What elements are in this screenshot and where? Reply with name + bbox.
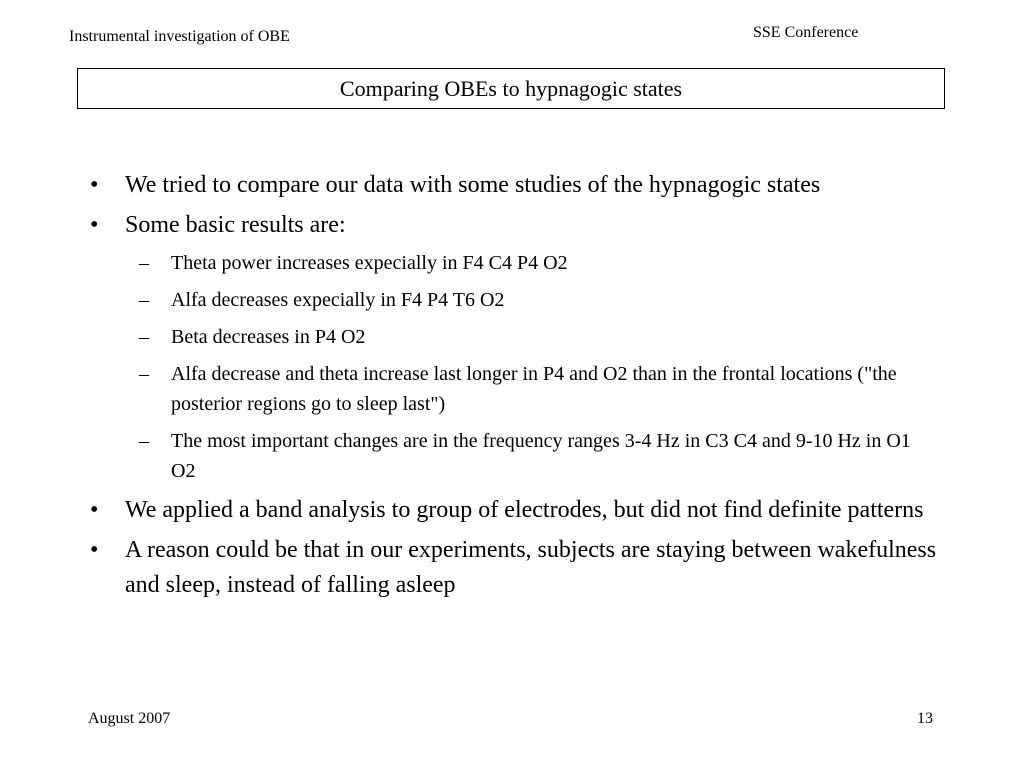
sub-bullet-item <box>90 248 940 278</box>
bullet-item <box>90 168 940 203</box>
sub-bullet-marker: – <box>139 289 149 311</box>
bullet-text: A reason could be that in our experiments, subjects are staying between wakefulness and sleep, instead of falling asleep <box>125 537 937 598</box>
sub-bullet-marker: – <box>139 326 149 348</box>
sub-bullet-item <box>90 426 940 486</box>
bullet-item <box>90 208 940 243</box>
page-number: 13 <box>917 710 933 727</box>
slide-title: Comparing OBEs to hypnagogic states <box>339 75 683 101</box>
sub-bullet-text: Alfa decreases expecially in F4 P4 T6 O2 <box>171 289 505 311</box>
sub-bullet-text: Theta power increases expecially in F4 C4 P4 O2 <box>171 252 568 274</box>
bullet-marker: • <box>90 497 99 523</box>
bullet-text: We tried to compare our data with some studies of the hypnagogic states <box>125 172 821 198</box>
header-conference-name: SSE Conference <box>753 24 859 41</box>
bullet-item <box>90 493 940 528</box>
bullet-marker: • <box>90 537 99 563</box>
sub-bullet-item <box>90 322 940 352</box>
slide-title-box <box>77 68 945 109</box>
sub-bullet-marker: – <box>139 430 149 452</box>
footer-date: August 2007 <box>88 710 171 727</box>
bullet-list <box>90 168 940 608</box>
bullet-item <box>90 533 940 603</box>
sub-bullet-marker: – <box>139 252 149 274</box>
bullet-text: We applied a band analysis to group of electrodes, but did not find definite patterns <box>125 497 924 523</box>
bullet-marker: • <box>90 212 99 238</box>
sub-bullet-text: Alfa decrease and theta increase last longer in P4 and O2 than in the frontal locations ("the posterior regions go to sleep last") <box>171 363 897 415</box>
sub-bullet-text: The most important changes are in the frequency ranges 3-4 Hz in C3 C4 and 9-10 Hz in O1 O2 <box>171 430 911 482</box>
bullet-text: Some basic results are: <box>125 212 346 238</box>
sub-bullet-item <box>90 285 940 315</box>
sub-bullet-text: Beta decreases in P4 O2 <box>171 326 366 348</box>
sub-bullet-marker: – <box>139 363 149 385</box>
header-presentation-title: Instrumental investigation of OBE <box>69 28 290 45</box>
sub-bullet-item <box>90 359 940 419</box>
bullet-marker: • <box>90 172 99 198</box>
